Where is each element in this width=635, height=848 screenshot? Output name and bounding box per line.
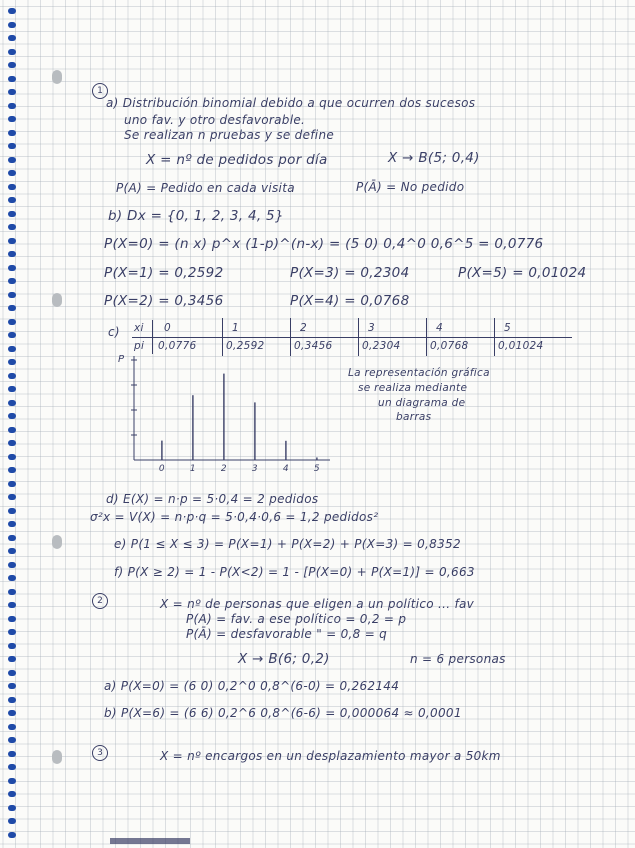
table-p-cell: 0,0768 xyxy=(430,340,469,352)
margin-hole xyxy=(52,535,62,549)
margin-hole xyxy=(52,70,62,84)
x-tick-label: 2 xyxy=(220,464,227,474)
table-divider xyxy=(132,337,572,338)
chart-note-line1: La representación gráfica xyxy=(348,367,490,379)
binding-hole xyxy=(8,778,16,784)
binding-hole xyxy=(8,521,16,527)
binding-hole xyxy=(8,683,16,689)
binding-hole xyxy=(8,251,16,257)
x-tick-label: 3 xyxy=(251,464,258,474)
table-p-cell: 0,2304 xyxy=(362,340,401,352)
binding-hole xyxy=(8,359,16,365)
item2-line1: X = nº de personas que eligen a un político ... fav xyxy=(160,597,475,611)
binding-hole xyxy=(8,238,16,244)
item2-a-line: a) P(X=0) = (6 0) 0,2^0 0,8^(6-0) = 0,262144 xyxy=(104,679,400,693)
binding-hole xyxy=(8,508,16,514)
item2-distribution: X → B(6; 0,2) xyxy=(238,651,330,667)
item1-b-p5: P(X=5) = 0,01024 xyxy=(458,265,587,281)
binding-hole xyxy=(8,224,16,230)
binding-hole xyxy=(8,602,16,608)
item1-a-distribution: X → B(5; 0,4) xyxy=(388,150,480,166)
x-tick-label: 1 xyxy=(189,464,196,474)
binding-hole xyxy=(8,454,16,460)
bottom-edge-mark xyxy=(110,838,190,844)
binding-hole xyxy=(8,319,16,325)
binding-hole xyxy=(8,494,16,500)
item1-a-line1: a) Distribución binomial debido a que ocurren dos sucesos xyxy=(106,96,476,110)
item1-b-formula: P(X=0) = (n x) p^x (1-p)^(n-x) = (5 0) 0,4^0 0,6^5 = 0,0776 xyxy=(104,236,544,252)
table-x-cell: 0 xyxy=(164,322,171,334)
item1-a-line2: uno fav. y otro desfavorable. xyxy=(124,113,306,127)
binding-hole xyxy=(8,413,16,419)
item1-a-event: P(A) = Pedido en cada visita xyxy=(116,181,295,195)
binding-hole xyxy=(8,373,16,379)
bar-chart xyxy=(110,348,330,476)
binding-hole xyxy=(8,562,16,568)
binding-hole xyxy=(8,818,16,824)
y-axis-label: P xyxy=(118,354,125,365)
item1-e-line: e) P(1 ≤ X ≤ 3) = P(X=1) + P(X=2) + P(X=3) = 0,8352 xyxy=(114,537,461,551)
table-p-cell: 0,01024 xyxy=(498,340,544,352)
binding-hole xyxy=(8,130,16,136)
item1-d-line1: d) E(X) = n·p = 5·0,4 = 2 pedidos xyxy=(106,492,319,506)
binding-hole xyxy=(8,103,16,109)
binding-hole xyxy=(8,8,16,14)
binding-hole xyxy=(8,724,16,730)
binding-hole xyxy=(8,400,16,406)
binding-hole xyxy=(8,670,16,676)
binding-hole xyxy=(8,62,16,68)
binding-hole xyxy=(8,170,16,176)
chart-note-line2: se realiza mediante xyxy=(358,382,468,394)
item1-a-complement: P(Ā) = No pedido xyxy=(356,180,465,194)
binding-hole xyxy=(8,616,16,622)
binding-hole xyxy=(8,35,16,41)
binding-hole xyxy=(8,89,16,95)
binding-hole xyxy=(8,211,16,217)
table-x-cell: 5 xyxy=(504,322,511,334)
binding-hole xyxy=(8,76,16,82)
item2-n-note: n = 6 personas xyxy=(410,652,506,666)
item-number-3: 3 xyxy=(92,745,108,761)
table-p-cell: 0,2592 xyxy=(226,340,265,352)
item2-b-line: b) P(X=6) = (6 6) 0,2^6 0,8^(6-6) = 0,000064 ≈ 0,0001 xyxy=(104,706,462,720)
item2-line2: P(A) = fav. a ese político = 0,2 = p xyxy=(186,612,407,626)
item1-d-line2: σ²x = V(X) = n·p·q = 5·0,4·0,6 = 1,2 pedidos² xyxy=(90,510,379,524)
item1-a-line3: Se realizan n pruebas y se define xyxy=(124,128,335,142)
item1-b-p1: P(X=1) = 0,2592 xyxy=(104,265,224,281)
binding-hole xyxy=(8,629,16,635)
item1-c-label: c) xyxy=(108,325,120,339)
binding-hole xyxy=(8,710,16,716)
binding-hole xyxy=(8,386,16,392)
binding-hole xyxy=(8,440,16,446)
table-divider xyxy=(358,318,359,356)
x-tick-label: 0 xyxy=(158,464,165,474)
binding-hole xyxy=(8,467,16,473)
binding-hole xyxy=(8,184,16,190)
item3-line1: X = nº encargos en un desplazamiento mayor a 50km xyxy=(160,749,501,763)
item1-b-p4: P(X=4) = 0,0768 xyxy=(290,293,410,309)
binding-hole xyxy=(8,589,16,595)
binding-hole xyxy=(8,49,16,55)
item1-f-line: f) P(X ≥ 2) = 1 - P(X<2) = 1 - [P(X=0) + P(X=1)] = 0,663 xyxy=(114,565,475,579)
item1-b-domain: b) Dx = {0, 1, 2, 3, 4, 5} xyxy=(108,208,284,224)
item2-line3: P(Ā) = desfavorable " = 0,8 = q xyxy=(186,627,388,641)
binding-hole xyxy=(8,292,16,298)
binding-hole xyxy=(8,197,16,203)
table-x-cell: 3 xyxy=(368,322,375,334)
margin-hole xyxy=(52,750,62,764)
binding-hole xyxy=(8,832,16,838)
item1-b-p3: P(X=3) = 0,2304 xyxy=(290,265,410,281)
binding-hole xyxy=(8,143,16,149)
binding-hole xyxy=(8,764,16,770)
binding-hole xyxy=(8,265,16,271)
binding-hole xyxy=(8,751,16,757)
binding-hole xyxy=(8,737,16,743)
chart-note-line3: un diagrama de xyxy=(378,397,466,409)
table-p-cell: 0,3456 xyxy=(294,340,333,352)
margin-hole xyxy=(52,293,62,307)
binding-hole xyxy=(8,575,16,581)
spiral-binding xyxy=(0,0,22,848)
binding-hole xyxy=(8,332,16,338)
table-p-header: pi xyxy=(134,340,145,352)
item1-b-p2: P(X=2) = 0,3456 xyxy=(104,293,224,309)
table-x-cell: 1 xyxy=(232,322,239,334)
table-divider xyxy=(494,318,495,356)
table-p-cell: 0,0776 xyxy=(158,340,197,352)
x-tick-label: 5 xyxy=(313,464,320,474)
table-x-cell: 2 xyxy=(300,322,307,334)
x-tick-label: 4 xyxy=(282,464,289,474)
item-number-1: 1 xyxy=(92,83,108,99)
binding-hole xyxy=(8,481,16,487)
table-divider xyxy=(426,318,427,356)
table-x-header: xi xyxy=(134,322,144,334)
binding-hole xyxy=(8,22,16,28)
chart-note-line4: barras xyxy=(396,411,432,423)
binding-hole xyxy=(8,278,16,284)
binding-hole xyxy=(8,548,16,554)
binding-hole xyxy=(8,157,16,163)
binding-hole xyxy=(8,427,16,433)
table-x-cell: 4 xyxy=(436,322,443,334)
binding-hole xyxy=(8,805,16,811)
item1-a-definition: X = nº de pedidos por día xyxy=(146,152,328,168)
binding-hole xyxy=(8,535,16,541)
binding-hole xyxy=(8,346,16,352)
binding-hole xyxy=(8,656,16,662)
binding-hole xyxy=(8,116,16,122)
binding-hole xyxy=(8,643,16,649)
binding-hole xyxy=(8,305,16,311)
binding-hole xyxy=(8,697,16,703)
binding-hole xyxy=(8,791,16,797)
item-number-2: 2 xyxy=(92,593,108,609)
